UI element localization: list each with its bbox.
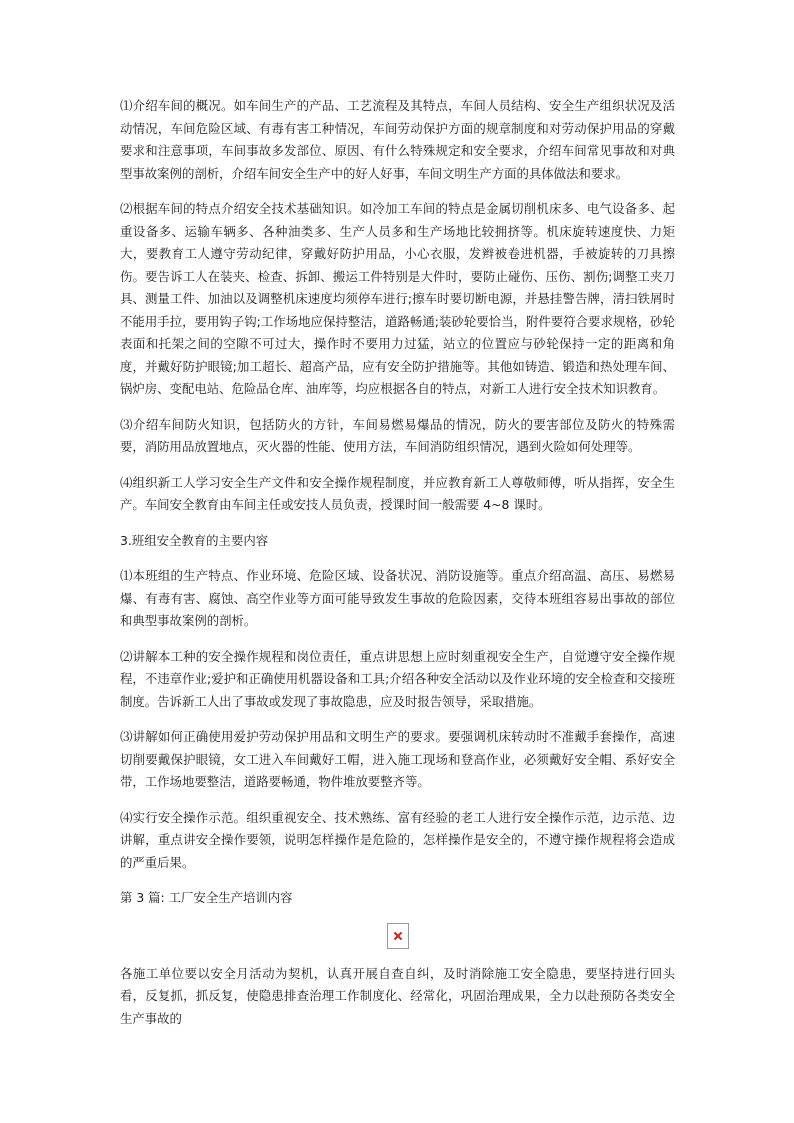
paragraph-safety-month: 各施工单位要以安全月活动为契机，认真开展自查自纠，及时消除施工安全隐患，要坚持进行回头看，反复抓，抓反复，使隐患排查治理工作制度化、经常化，巩固治理成果，全力以赴预防各类安全生产事故的 [120,965,675,1026]
paragraph-team-operation-rules: ⑵讲解本工种的安全操作规程和岗位责任，重点讲思想上应时刻重视安全生产，自觉遵守安全操作规程，不违章作业;爱护和正确使用机器设备和工具;介绍各种安全活动以及作业环境的安全检查和交接班制度。告诉新工人出了事故或发现了事故隐患，应及时报告领导，采取措施。 [120,648,675,709]
part3-heading: 第 3 篇: 工厂安全生产培训内容 [120,890,293,905]
paragraph-fire-safety: ⑶介绍车间防火知识，包括防火的方针，车间易燃易爆品的情况，防火的要害部位及防火的特殊需要，消防用品放置地点，灭火器的性能、使用方法，车间消防组织情况，遇到火险如何处理等。 [120,416,675,454]
image-placeholder [120,923,675,949]
paragraph-safety-technology: ⑵根据车间的特点介绍安全技术基础知识。如冷加工车间的特点是金属切削机床多、电气设备多、起重设备多、运输车辆多、各种油类多、生产人员多和生产场地比较拥挤等。机床旋转速度快、力矩大，要教育工人遵守劳动纪律，穿戴好防护用品，小心衣服，发辫被卷进机器，手被旋转的刀具擦伤。要告诉工人在装夹、检查、拆卸、搬运工件特别是大件时，要防止碰伤、压伤、割伤;调整工夹刀具、测量工件、加油以及调整机床速度均须停车进行;擦车时要切断电源，并悬挂警告牌，清扫铁屑时不能用手拉，要用钩子钩;工作场地应保持整洁，道路畅通;装砂轮要恰当，附件要符合要求规格，砂轮表面和托架之间的空隙不可过大，操作时不要用力过猛，站立的位置应与砂轮保持一定的距离和角度，并戴好防护眼镜;加工超长、超高产品，应有安全防护措施等。其他如铸造、锻造和热处理车间、锅炉房、变配电站、危险品仓库、油库等，均应根据各自的特点，对新工人进行安全技术知识教育。 [120,201,675,396]
paragraph-team-demonstration: ⑷实行安全操作示范。组织重视安全、技术熟练、富有经验的老工人进行安全操作示范，边示范、边讲解，重点讲安全操作要领，说明怎样操作是危险的，怎样操作是安全的，不遵守操作规程将会造成的严重后果。 [120,809,675,870]
section-heading-team: 3.班组安全教育的主要内容 [120,532,269,548]
paragraph-safety-documents: ⑷组织新工人学习安全生产文件和安全操作规程制度，并应教育新工人尊敬师傅，听从指挥，安全生产。车间安全教育由车间主任或安技人员负责，授课时间一般需要 4~8 课时。 [120,474,675,512]
paragraph-team-protective-gear: ⑶讲解如何正确使用爱护劳动保护用品和文明生产的要求。要强调机床转动时不准戴手套操作，高速切削要戴保护眼镜，女工进入车间戴好工帽，进入施工现场和登高作业，必须戴好安全帽、系好安全带，工作场地要整洁，道路要畅通，物件堆放要整齐等。 [120,729,675,789]
paragraph-workshop-overview: ⑴介绍车间的概况。如车间生产的产品、工艺流程及其特点，车间人员结构、安全生产组织状况及活动情况，车间危险区域、有毒有害工种情况，车间劳动保护方面的规章制度和对劳动保护用品的穿戴要求和注意事项，车间事故多发部位、原因、有什么特殊规定和安全要求，介绍车间常见事故和对典型事故案例的剖析，介绍车间安全生产中的好人好事，车间文明生产方面的具体做法和要求。 [120,98,675,181]
document-page [120,95,675,1043]
broken-image-icon [387,923,409,949]
paragraph-team-characteristics: ⑴本班组的生产特点、作业环境、危险区域、设备状况、消防设施等。重点介绍高温、高压、易燃易爆、有毒有害、腐蚀、高空作业等方面可能导致发生事故的危险因素，交待本班组容易出事故的部位和典型事故案例的剖析。 [120,568,675,628]
